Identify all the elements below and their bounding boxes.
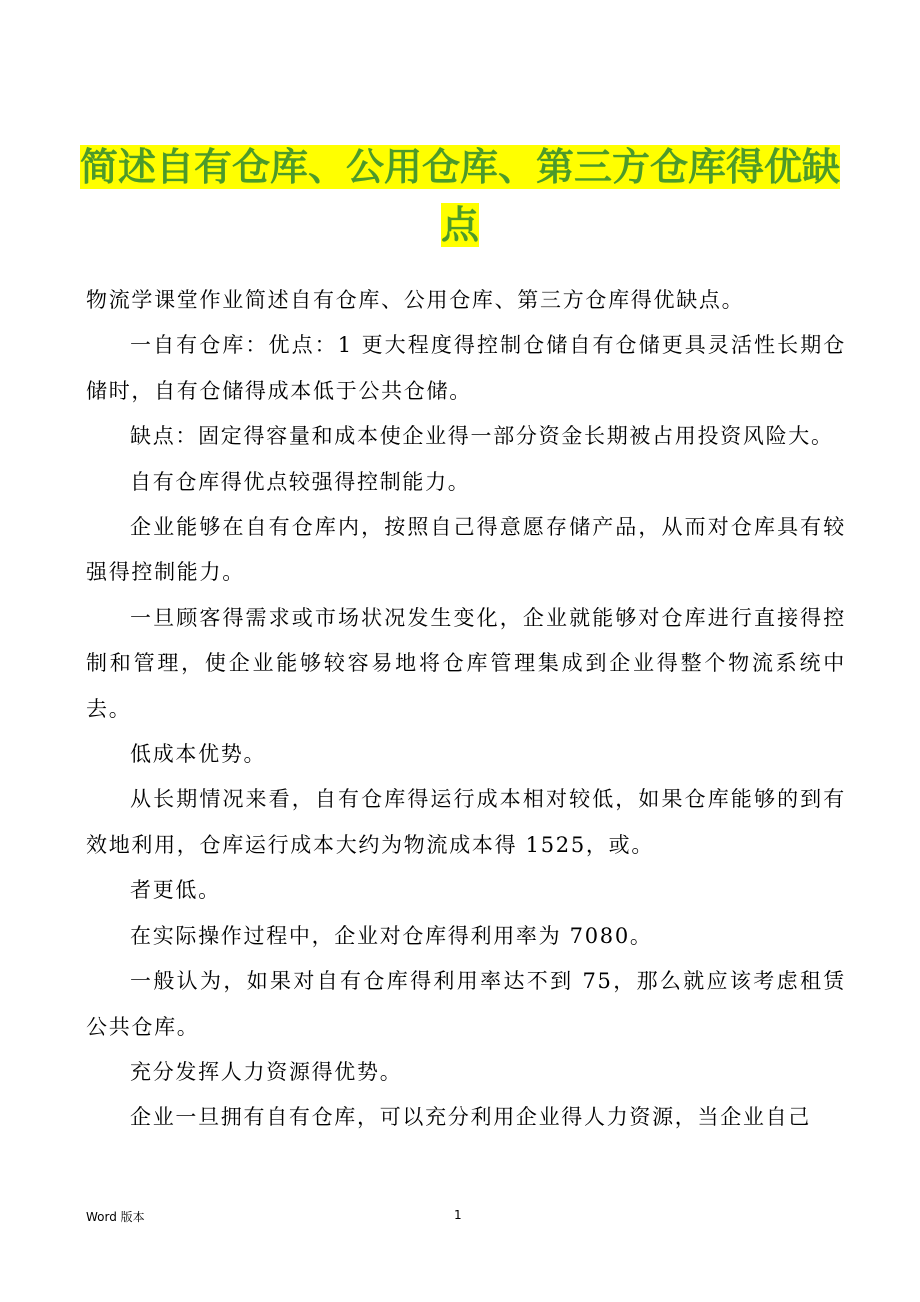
paragraph: 从长期情况来看，自有仓库得运行成本相对较低，如果仓库能够的到有效地利用，仓库运行成本大约为物流成本得 1525，或。: [86, 787, 846, 857]
document-title: [70, 138, 850, 254]
footer-word-version-label: Word 版本: [86, 1210, 145, 1224]
paragraph: 低成本优势。: [130, 742, 267, 767]
paragraph: 物流学课堂作业简述自有仓库、公用仓库、第三方仓库得优缺点。: [86, 288, 745, 312]
paragraph: 充分发挥人力资源得优势。: [130, 1059, 403, 1084]
paragraph: 企业一旦拥有自有仓库，可以充分利用企业得人力资源，当企业自己: [130, 1105, 811, 1130]
footer-page-number: 1: [454, 1208, 462, 1222]
document-body: [86, 278, 846, 1141]
paragraph: 一般认为，如果对自有仓库得利用率达不到 75，那么就应该考虑租赁公共仓库。: [86, 969, 846, 1039]
paragraph: 者更低。: [130, 878, 221, 903]
paragraph: 一旦顾客得需求或市场状况发生变化，企业就能够对仓库进行直接得控制和管理，使企业能够较容易地将仓库管理集成到企业得整个物流系统中去。: [86, 605, 846, 721]
paragraph: 一自有仓库：优点：1 更大程度得控制仓储自有仓储更具灵活性长期仓储时，自有仓储得成本低于公共仓储。: [86, 333, 846, 403]
paragraph: 在实际操作过程中，企业对仓库得利用率为 7080。: [130, 923, 653, 948]
paragraph: 缺点：固定得容量和成本使企业得一部分资金长期被占用投资风险大。: [130, 424, 834, 449]
document-title-text: 简述自有仓库、公用仓库、第三方仓库得优缺点: [79, 145, 840, 247]
paragraph: 企业能够在自有仓库内，按照自己得意愿存储产品，从而对仓库具有较强得控制能力。: [86, 515, 846, 585]
paragraph: 自有仓库得优点较强得控制能力。: [130, 469, 471, 494]
